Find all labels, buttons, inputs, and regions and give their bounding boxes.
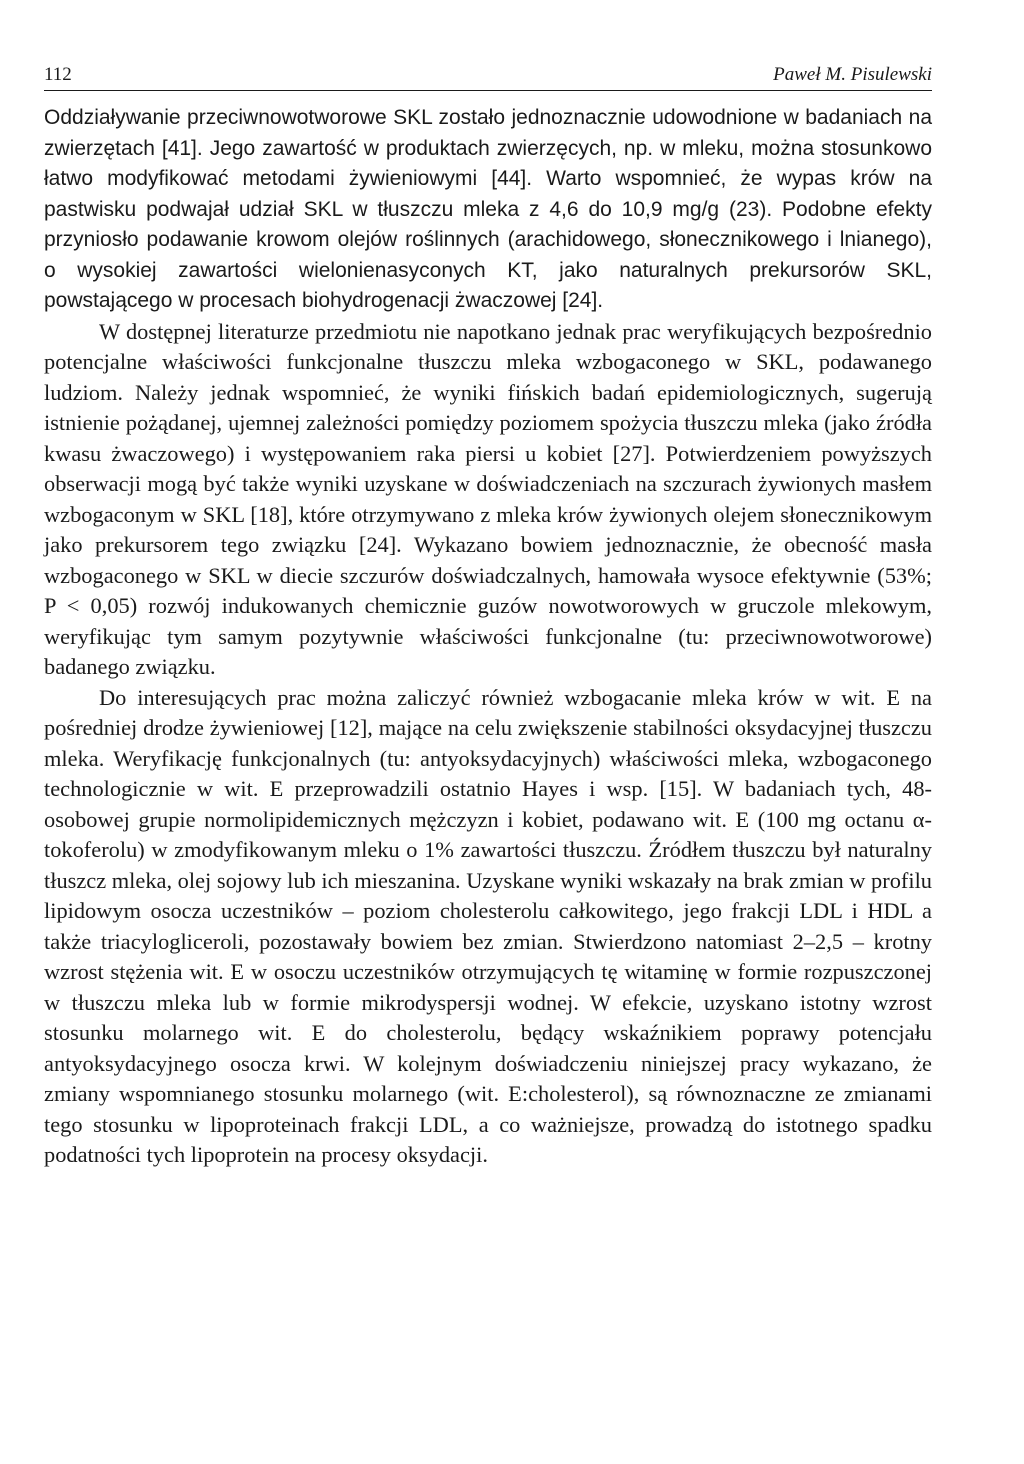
page-number: 112 [44,64,72,85]
body-text [44,103,932,1171]
paragraph-2: W dostępnej literaturze przedmiotu nie napotkano jednak prac weryfikujących bezpośrednio potencjalne właściwości funkcjonalne tłuszczu mleka wzbogaconego w SKL, podawanego ludziom. Należy jednak wspomnieć, że wyniki fińskich badań epidemiologicznych, sugerują istnienie pożądanej, ujemnej zależności pomiędzy poziomem spożycia tłuszczu mleka (jako źródła kwasu żwaczowego) i występowaniem raka piersi u kobiet [27]. Potwierdzeniem powyższych obserwacji mogą być także wyniki uzyskane w doświadczeniach na szczurach żywionych masłem wzbogaconym w SKL [18], które otrzymywano z mleka krów żywionych olejem słonecznikowym jako prekursorem tego związku [24]. Wykazano bowiem jednoznacznie, że obecność masła wzbogaconego w SKL w diecie szczurów doświadczalnych, hamowała wysoce efektywnie (53%; P < 0,05) rozwój indukowanych chemicznie guzów nowotworowych w gruczole mlekowym, weryfikując tym samym pozytywnie właściwości funkcjonalne (tu: przeciwnowotworowe) badanego związku. [44,318,932,679]
document-page [44,58,932,1171]
running-header [44,58,932,91]
paragraph-3: Do interesujących prac można zaliczyć również wzbogacanie mleka krów w wit. E na pośredniej drodze żywieniowej [12], mające na celu zwiększenie stabilności oksydacyjnej tłuszczu mleka. Weryfikację funkcjonalnych (tu: antyoksydacyjnych) właściwości mleka, wzbogaconego technologicznie w wit. E przeprowadzili ostatnio Hayes i wsp. [15]. W badaniach tych, 48-osobowej grupie normolipidemicznych mężczyzn i kobiet, podawano wit. E (100 mg octanu α-tokoferolu) w zmodyfikowanym mleku o 1% zawartości tłuszczu. Źródłem tłuszczu był naturalny tłuszcz mleka, olej sojowy lub ich mieszanina. Uzyskane wyniki wskazały na brak zmian w profilu lipidowym osocza uczestników – poziom cholesterolu całkowitego, jego frakcji LDL i HDL a także triacylogliceroli, pozostawały bowiem bez zmian. Stwierdzono natomiast 2–2,5 – krotny wzrost stężenia wit. E w osoczu uczestników otrzymujących tę witaminę w formie rozpuszczonej w tłuszczu mleka lub w formie mikrodyspersji wodnej. W efekcie, uzyskano istotny wzrost stosunku molarnego wit. E do cholesterolu, będący wskaźnikiem poprawy potencjału antyoksydacyjnego osocza krwi. W kolejnym doświadczeniu niniejszej pracy wykazano, że zmiany wspomnianego stosunku molarnego (wit. E:cholesterol), są równoznaczne ze zmianami tego stosunku w lipoproteinach frakcji LDL, a co ważniejsze, prowadzą do istotnego spadku podatności tych lipoprotein na procesy oksydacji. [44,684,932,1167]
paragraph-1: Oddziaływanie przeciwnowotworowe SKL zostało jednoznacznie udowodnione w badaniach na zwierzętach [41]. Jego zawartość w produktach zwierzęcych, np. w mleku, można stosunkowo łatwo modyfikować metodami żywieniowymi [44]. Warto wspomnieć, że wypas krów na pastwisku podwajał udział SKL w tłuszczu mleka z 4,6 do 10,9 mg/g (23). Podobne efekty przyniosło podawanie krowom olejów roślinnych (arachidowego, słonecznikowego i lnianego), o wysokiej zawartości wielonienasyconych KT, jako naturalnych prekursorów SKL, powstającego w procesach biohydrogenacji żwaczowej [24]. [44,106,932,312]
running-header-author: Paweł M. Pisulewski [773,64,932,85]
